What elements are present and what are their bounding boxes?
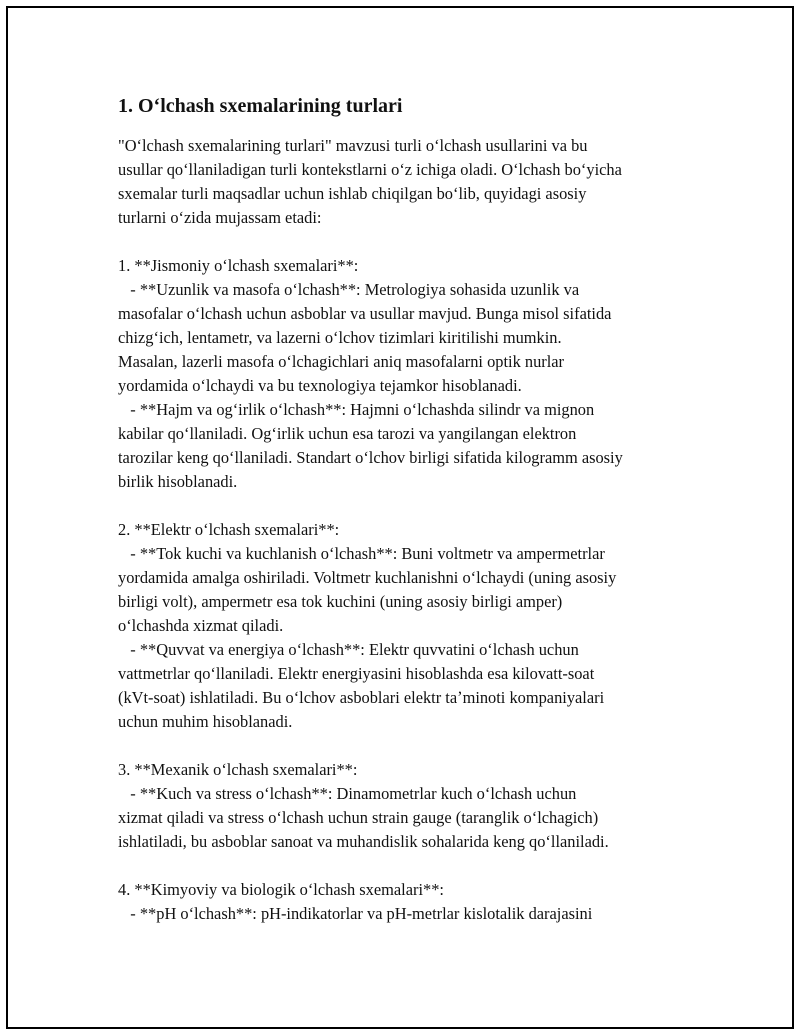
document-page xyxy=(118,92,688,926)
body-text: "Oʻlchash sxemalarining turlari" mavzusi turli oʻlchash usullarini va bu usullar qoʻllaniladigan turli kontekstlarni oʻz ichiga oladi. Oʻlchash boʻyicha sxemalar turli maqsadlar uchun ishlab chiqilgan boʻlib, quyidagi asosiy turlarni oʻzida mujassam etadi: 1. **Jismoniy oʻlchash sxemalari**: - **Uzunlik va masofa oʻlchash**: Metrologiya sohasida uzunlik va masofalar oʻlchash uchun asboblar va usullar mavjud. Bunga misol sifatida chizgʻich, lentametr, va lazerni oʻlchov tizimlari kiritilishi mumkin. Masalan, lazerli masofa oʻlchagichlari aniq masofalarni optik nurlar yordamida oʻlchaydi va bu texnologiya tejamkor hisoblanadi. - **Hajm va ogʻirlik oʻlchash**: Hajmni oʻlchashda silindr va mignon kabilar qoʻllaniladi. Ogʻirlik uchun esa tarozi va yangilangan elektron tarozilar keng qoʻllaniladi. Standart oʻlchov birligi sifatida kilogramm asosiy birlik hisoblanadi. 2. **Elektr oʻlchash sxemalari**: - **Tok kuchi va kuchlanish oʻlchash**: Buni voltmetr va ampermetrlar yordamida amalga oshiriladi. Voltmetr kuchlanishni oʻlchaydi (uning asosiy birligi volt), ampermetr esa tok kuchini (uning asosiy birligi amper) oʻlchashda xizmat qiladi. - **Quvvat va energiya oʻlchash**: Elektr quvvatini oʻlchash uchun vattmetrlar qoʻllaniladi. Elektr energiyasini hisoblashda esa kilovatt-soat (kVt-soat) ishlatiladi. Bu oʻlchov asboblari elektr taʼminoti kompaniyalari uchun muhim hisoblanadi. 3. **Mexanik oʻlchash sxemalari**: - **Kuch va stress oʻlchash**: Dinamometrlar kuch oʻlchash uchun xizmat qiladi va stress oʻlchash uchun strain gauge (taranglik oʻlchagich) ishlatiladi, bu asboblar sanoat va muhandislik sohalarida keng qoʻllaniladi. 4. **Kimyoviy va biologik oʻlchash sxemalari**: - **pH oʻlchash**: pH-indikatorlar va pH-metrlar kislotalik darajasini xyxy=(118,136,623,923)
section-heading: 1. Oʻlchash sxemalarining turlari xyxy=(118,95,403,117)
